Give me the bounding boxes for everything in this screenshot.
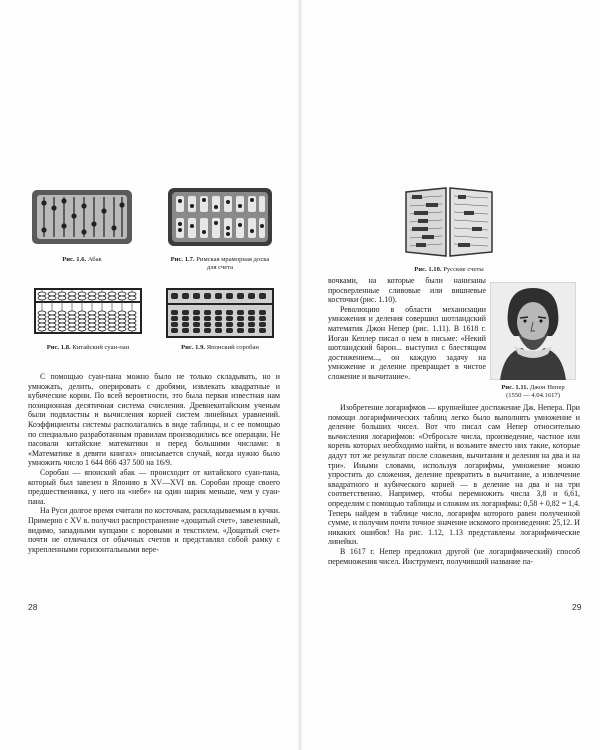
figure-caption: Рис. 1.9. Японский соробан — [181, 344, 259, 351]
right-narrow-text — [328, 276, 486, 382]
figure-caption: Рис. 1.7. Римская мраморная доска для счета — [170, 256, 270, 271]
paragraph: вочками, на которые были нанизаны просверленные сливовые или вишневые косточки (рис. 1.10). — [328, 276, 486, 305]
figure-caption: Рис. 1.6. Абак — [62, 256, 102, 263]
page-right — [300, 0, 600, 750]
figure-soroban — [160, 288, 280, 352]
figure-suanpan — [28, 288, 148, 352]
figure-caption: Рис. 1.8. Китайский суан-пан — [46, 344, 130, 351]
figure-roman-board — [160, 186, 280, 272]
soroban-image — [166, 288, 274, 338]
page-number: 28 — [28, 602, 38, 612]
right-body-text — [328, 403, 580, 566]
figure-caption: Рис. 1.10. Русские счеты — [414, 266, 484, 273]
page-number: 29 — [572, 602, 582, 612]
paragraph: С помощью суан-пана можно было не только складывать, но и умножать, делить, оперировать с дробями, извлекать квадратные и кубические корни. По всей вероятности, это была первая известная нам позиционная десятичная система счисления. Древнекитайским ученым были подвластны и вычисления корней систем линейных уравнений. Коэффициенты системы располагались в виде таблицы, и с ее помощью по специально разработанным правилам производились все операции. Не пасовали китайские математики и перед большими числами: в «Математике в девяти книгах» описывается случай, когда нужно было умножить число 1 644 866 437 500 на 16/9. — [28, 372, 280, 468]
figure-caption: Рис. 1.11. Джон Непер (1550 — 4.04.1617) — [501, 384, 565, 399]
paragraph: Соробан — японский абак — происходит от китайского суан-пана, который был завезен в Японию в XV—XVI вв. Соробан проще своего предшественника, у него на «небе» на один шарик меньше, чем у суан-пана. — [28, 467, 280, 506]
roman-board-image — [166, 186, 274, 248]
paragraph: Революцию в области механизации умножения и деления совершил шотландский математик Джон Непер (рис. 1.11). В 1618 г. Иоган Кеплер писал о нем в письме: «Некий шотландский барон... выступил с блестящим достижением..., он каждую задачу на умножение и деление превращает в чистое сложение и вычитание». — [328, 304, 486, 381]
left-body-text — [28, 372, 280, 554]
russian-abacus-image — [402, 186, 496, 258]
figure-napier-portrait — [488, 282, 578, 400]
figure-russian-abacus — [394, 186, 504, 274]
napier-portrait-image — [490, 282, 576, 380]
paragraph: На Руси долгое время считали по косточкам, раскладываемым в кучки. Примерно с XV в. получил распространение «дощатый счет», завезенный, видимо, западными купцами с воровыми и текстилем. «Дощатый счет» почти не отличался от обычных счетов и представлял собой рамку с укрепленными горизонтальными вере- — [28, 506, 280, 554]
suanpan-image — [34, 288, 142, 334]
paragraph: Изобретение логарифмов — крупнейшее достижение Дж. Непера. При помощи логарифмических таблиц легко было выполнять умножение и деление больших чисел. Вот что писал сам Непер относительно вычисления логарифмов: «Отбросьте числа, произведение, частное или корень которых необходимо найти, и возьмите вместо них такие, которые дадут тот же результат после сложения, вычитания и деления на два и на три». Иными словами, используя логарифмы, умножение можно упростить до сложения, деление превратить в вычитание, а извлечение квадратного и кубического корней — в деление на два и на три соответственно. Например, чтобы перемножить числа 3,8 и 6,61, определим с помощью таблицы и сложим их логарифмы: 0,58 + 0,82 = 1,4. Теперь найдем в таблице число, логарифм которого равен полученной сумме, и получим почти точное значение искомого произведения: 25,12. И никаких ошибок! На рис. 1.12, 1.13 представлены логарифмические линейки. — [328, 403, 580, 547]
paragraph: В 1617 г. Непер предложил другой (не логарифмический) способ перемножения чисел. Инструмент, получивший название па- — [328, 546, 580, 566]
figure-abacus — [28, 186, 136, 264]
abacus-image — [28, 186, 136, 248]
